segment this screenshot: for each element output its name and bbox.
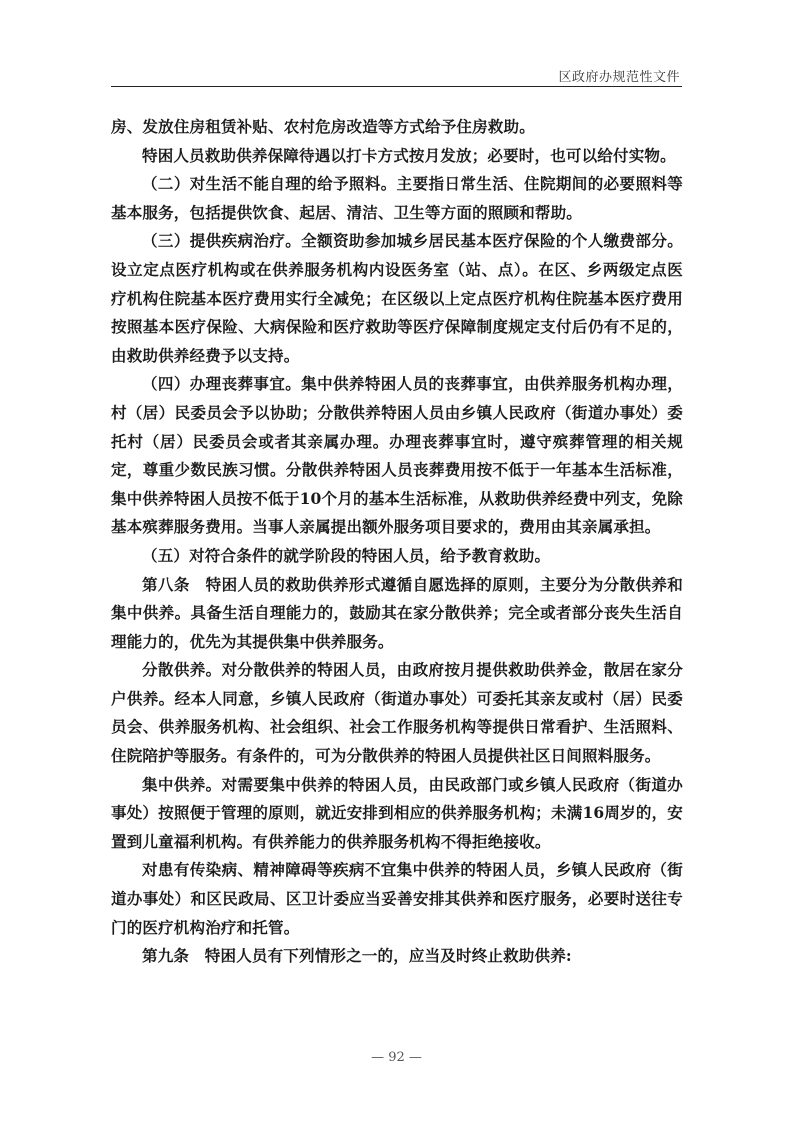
paragraph: 第九条 特困人员有下列情形之一的，应当及时终止救助供养:	[142, 946, 572, 966]
paragraph: 房、发放住房租赁补贴、农村危房改造等方式给予住房救助。	[111, 117, 535, 136]
paragraph: 对患有传染病、精神障碍等疾病不宜集中供养的特困人员，乡镇人民政府（街道办事处）和区民政局、区卫计委应当妥善安排其供养和医疗服务，必要时送往专门的医疗机构治疗和托管。	[111, 860, 683, 937]
paragraph: 特困人员救助供养保障待遇以打卡方式按月发放；必要时，也可以给付实物。	[142, 145, 676, 165]
paragraph: （五）对符合条件的就学阶段的特困人员，给予教育救助。	[142, 545, 551, 565]
paragraph: （二）对生活不能自理的给予照料。主要指日常生活、住院期间的必要照料等基本服务，包括提供饮食、起居、清洁、卫生等方面的照顾和帮助。	[111, 174, 683, 222]
page-header	[111, 56, 682, 87]
document-body	[111, 113, 683, 971]
paragraph: 第八条 特困人员的救助供养形式遵循自愿选择的原则，主要分为分散供养和集中供养。具备生活自理能力的，鼓励其在家分散供养；完全或者部分丧失生活自理能力的，优先为其提供集中供养服务。	[111, 574, 683, 651]
paragraph: 分散供养。对分散供养的特困人员，由政府按月提供救助供养金，散居在家分户供养。经本人同意，乡镇人民政府（街道办事处）可委托其亲友或村（居）民委员会、供养服务机构、社会组织、社会工作服务机构等提供日常看护、生活照料、住院陪护等服务。有条件的，可为分散供养的特困人员提供社区日间照料服务。	[111, 660, 683, 766]
paragraph: （四）办理丧葬事宜。集中供养特困人员的丧葬事宜，由供养服务机构办理，村（居）民委员会予以协助；分散供养特困人员由乡镇人民政府（街道办事处）委托村（居）民委员会或者其亲属办理。办理丧葬事宜时，遵守殡葬管理的相关规定，尊重少数民族习惯。分散供养特困人员丧葬费用按不低于一年基本生活标准，集中供养特困人员按不低于10个月的基本生活标准，从救助供养经费中列支，免除基本殡葬服务费用。当事人亲属提出额外服务项目要求的，费用由其亲属承担。	[111, 374, 683, 537]
header-title: 区政府办规范性文件	[558, 70, 680, 85]
page-number: — 92 —	[371, 1050, 422, 1065]
paragraph: （三）提供疾病治疗。全额资助参加城乡居民基本医疗保险的个人缴费部分。设立定点医疗机构或在供养服务机构内设医务室（站、点）。在区、乡两级定点医疗机构住院基本医疗费用实行全减免；在区级以上定点医疗机构住院基本医疗费用按照基本医疗保险、大病保险和医疗救助等医疗保障制度规定支付后仍有不足的，由救助供养经费予以支持。	[111, 231, 683, 365]
paragraph: 集中供养。对需要集中供养的特困人员，由民政部门或乡镇人民政府（街道办事处）按照便于管理的原则，就近安排到相应的供养服务机构；未满16周岁的，安置到儿童福利机构。有供养能力的供养服务机构不得拒绝接收。	[111, 774, 683, 851]
